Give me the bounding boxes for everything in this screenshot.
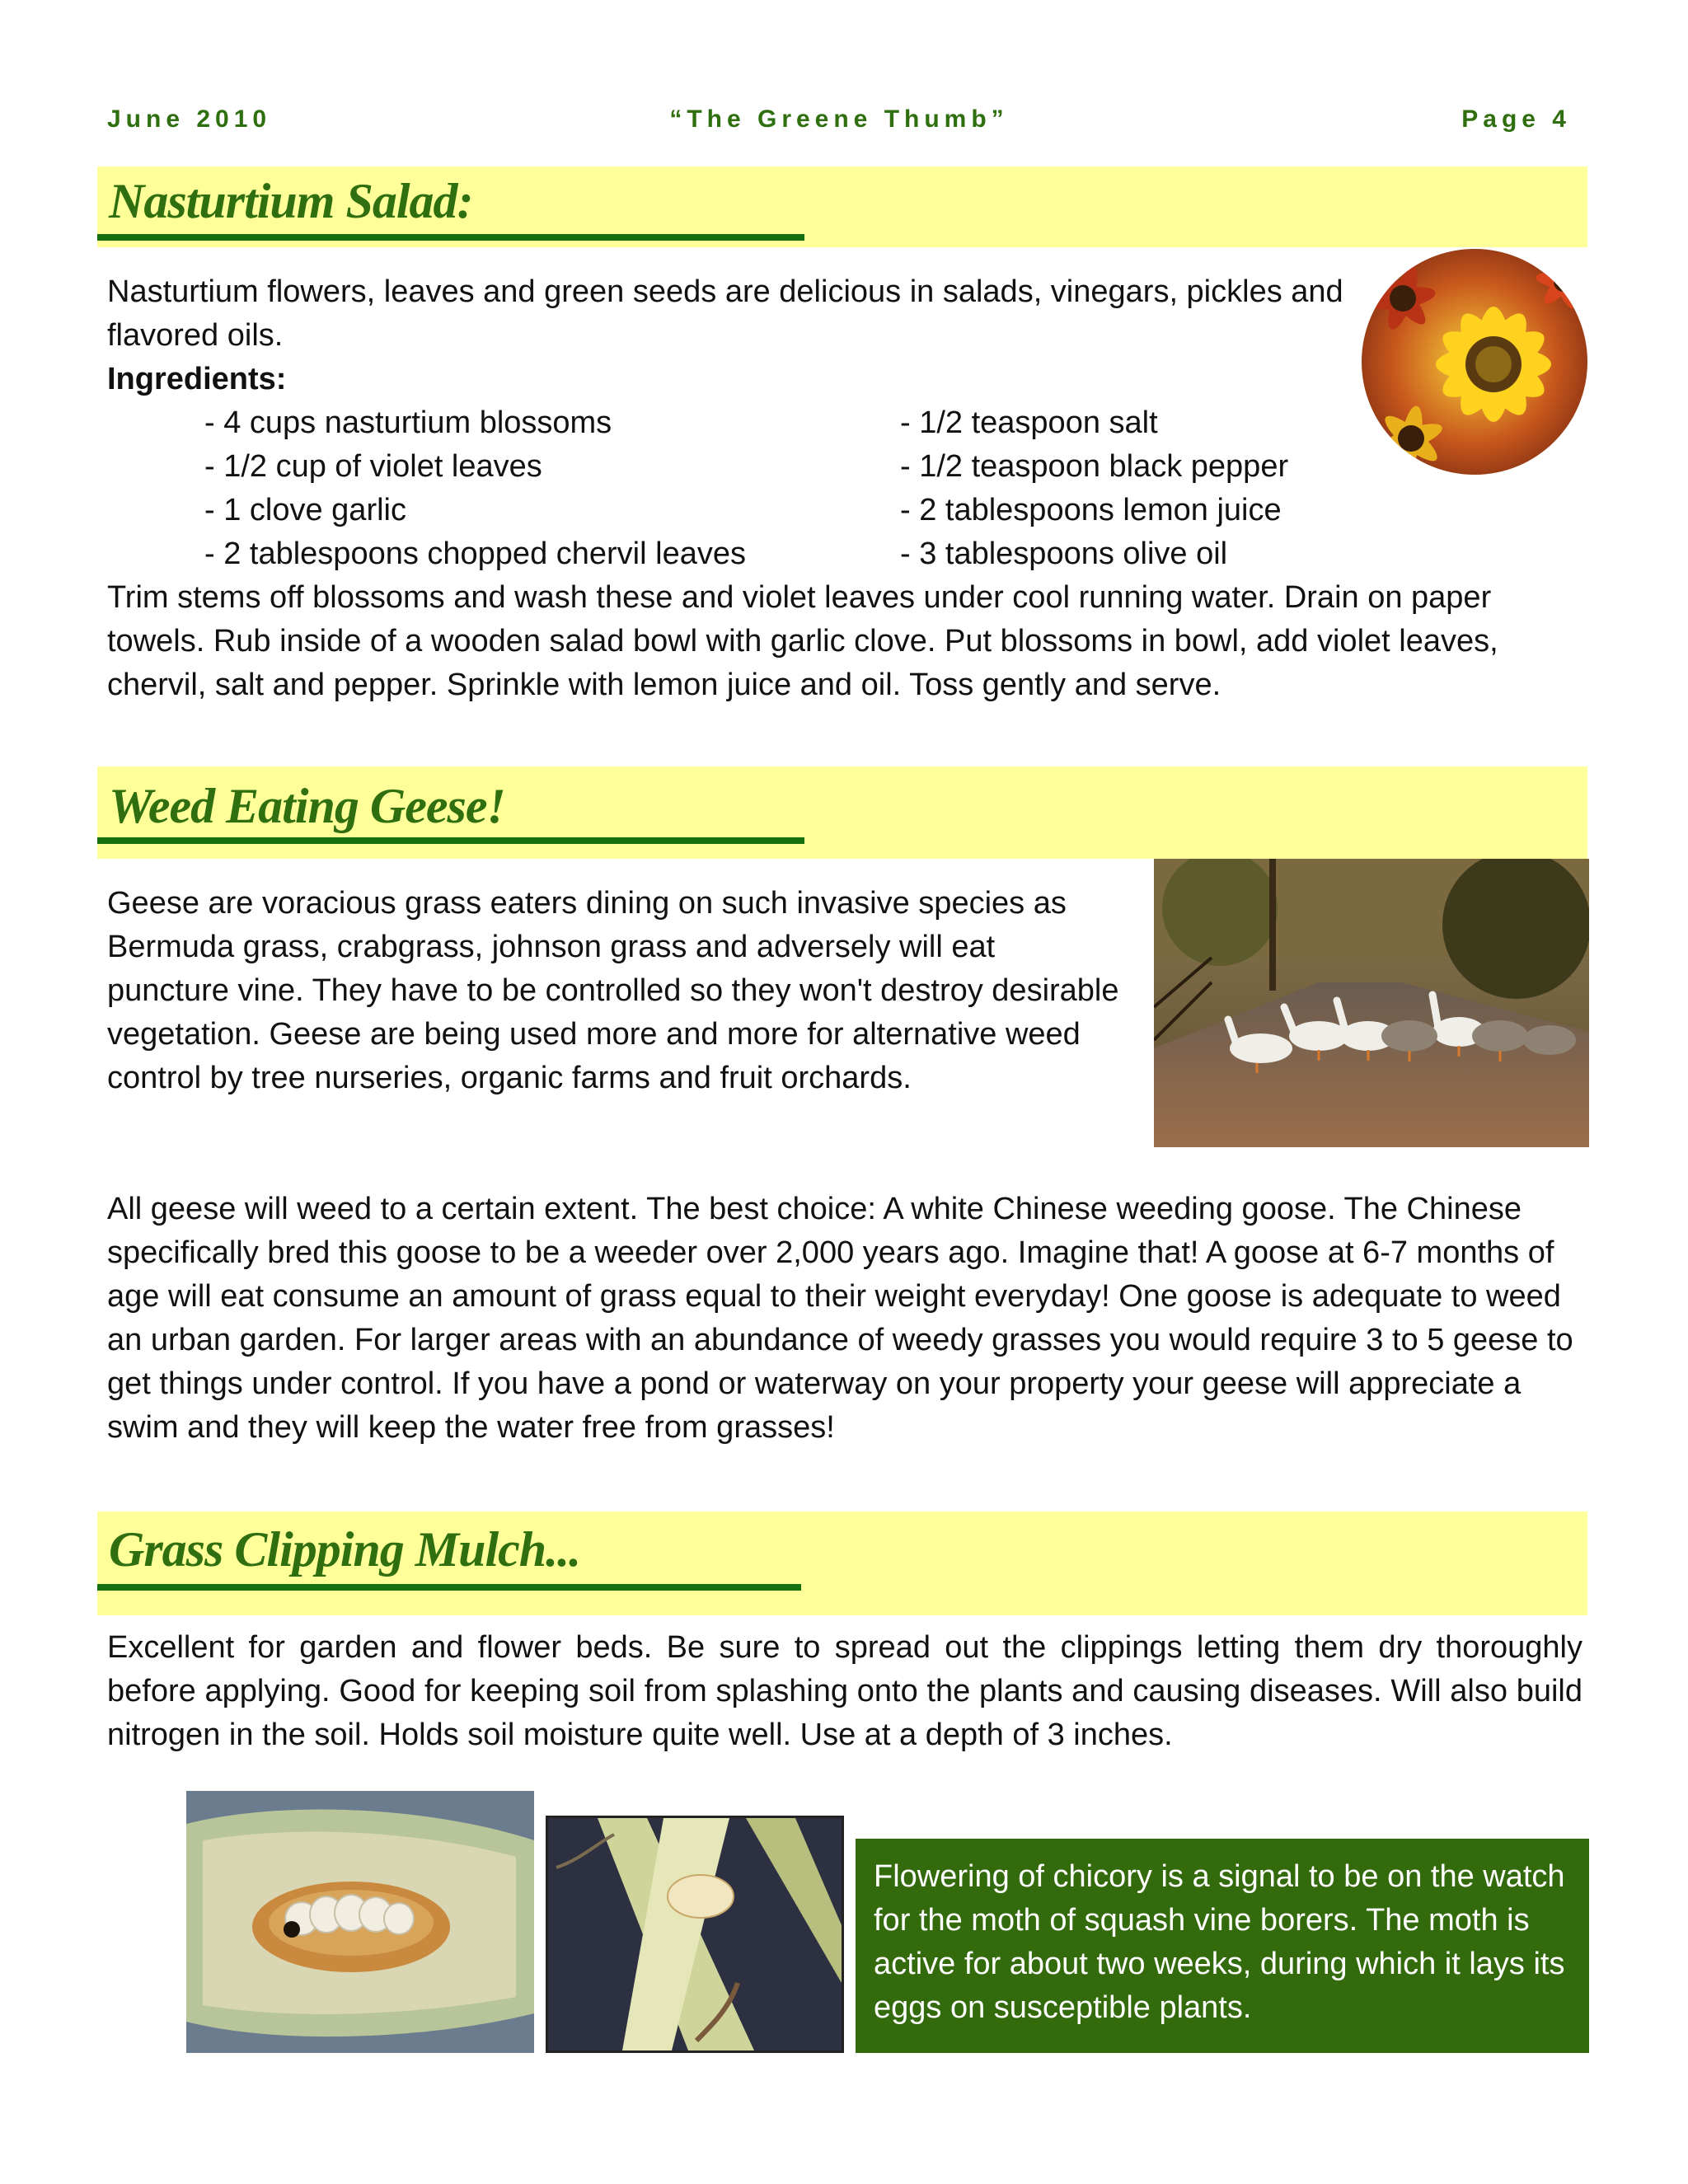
nasturtium-directions: Trim stems off blossoms and wash these and violet leaves under cool running water. Drain on paper towels. Rub inside of a wooden salad bowl with garlic clove. Put blossoms in bowl, add violet leaves, chervil, salt and pepper. Sprinkle with lemon juice and oil. Toss gently and serve. <box>107 580 1498 702</box>
sunflower-illustration <box>1362 249 1587 475</box>
section-heading-band <box>97 1511 1587 1615</box>
ingredient-item: - 2 tablespoons chopped chervil leaves <box>204 537 746 571</box>
geese-illustration <box>1154 859 1589 1147</box>
ingredient-item: - 1/2 teaspoon black pepper <box>900 449 1289 484</box>
ingredient-item: - 4 cups nasturtium blossoms <box>204 405 612 440</box>
page-number: Page 4 <box>1461 105 1571 133</box>
geese-paragraph-2: All geese will weed to a certain extent. The best choice: A white Chinese weeding goose. The Chinese specifically bred this goose to be a weeder over 2,000 years ago. Imagine that! A goose at 6-7 months of age will eat consume an amount of grass equal to their weight everyday! One goose is adequate to weed an urban garden. For larger areas with an abundance of weedy grasses you would require 3 to 5 geese to get things under control. If you have a pond or waterway on your property your geese will appreciate a swim and they will keep the water free from grasses! <box>107 1192 1573 1445</box>
title-underline <box>97 837 804 844</box>
page-header <box>107 105 1571 138</box>
borer-larva-photo <box>546 1816 844 2053</box>
issue-date: June 2010 <box>107 105 272 133</box>
larva-on-stalk-illustration <box>548 1818 842 2050</box>
ingredient-item: - 1/2 cup of violet leaves <box>204 449 542 484</box>
borer-in-stem-photo <box>186 1791 534 2053</box>
ingredient-item: - 3 tablespoons olive oil <box>900 537 1228 571</box>
section-heading-band <box>97 166 1587 247</box>
ingredients-list <box>204 401 1358 576</box>
ingredient-item: - 1 clove garlic <box>204 493 406 527</box>
ingredients-right-column <box>900 401 1288 576</box>
sunflower-photo <box>1362 249 1587 475</box>
newsletter-title: “The Greene Thumb” <box>669 105 1009 133</box>
larva-in-vine-illustration <box>186 1791 534 2053</box>
chicory-callout: Flowering of chicory is a signal to be on the watch for the moth of squash vine borers. The moth is active for about two weeks, during which it lays its eggs on susceptible plants. <box>856 1839 1589 2053</box>
title-underline <box>97 1584 801 1591</box>
section-title-nasturtium: Nasturtium Salad: <box>109 174 473 228</box>
ingredient-item: - 1/2 teaspoon salt <box>900 405 1158 440</box>
section-heading-band <box>97 766 1587 859</box>
nasturtium-intro: Nasturtium flowers, leaves and green seeds are delicious in salads, vinegars, pickles and flavored oils. Ingredients: <box>107 270 1343 401</box>
ingredients-left-column <box>204 401 746 576</box>
title-underline <box>97 234 804 241</box>
section-title-mulch: Grass Clipping Mulch... <box>109 1522 581 1577</box>
geese-photo <box>1154 859 1589 1147</box>
ingredients-label: Ingredients: <box>107 362 287 396</box>
section-title-geese: Weed Eating Geese! <box>109 779 505 833</box>
mulch-paragraph: Excellent for garden and flower beds. Be sure to spread out the clippings letting them dry thoroughly before applying. Good for keeping soil from splashing onto the plants and causing diseases. Will also build nitrogen in the soil. Holds soil moisture quite well. Use at a depth of 3 inches. <box>107 1630 1582 1752</box>
ingredient-item: - 2 tablespoons lemon juice <box>900 493 1282 527</box>
geese-paragraph-1: Geese are voracious grass eaters dining on such invasive species as Bermuda grass, crabgrass, johnson grass and adversely will eat puncture vine. They have to be controlled so they won't destroy desirable vegetation. Geese are being used more and more for alternative weed control by tree nurseries, organic farms and fruit orchards. <box>107 886 1119 1095</box>
